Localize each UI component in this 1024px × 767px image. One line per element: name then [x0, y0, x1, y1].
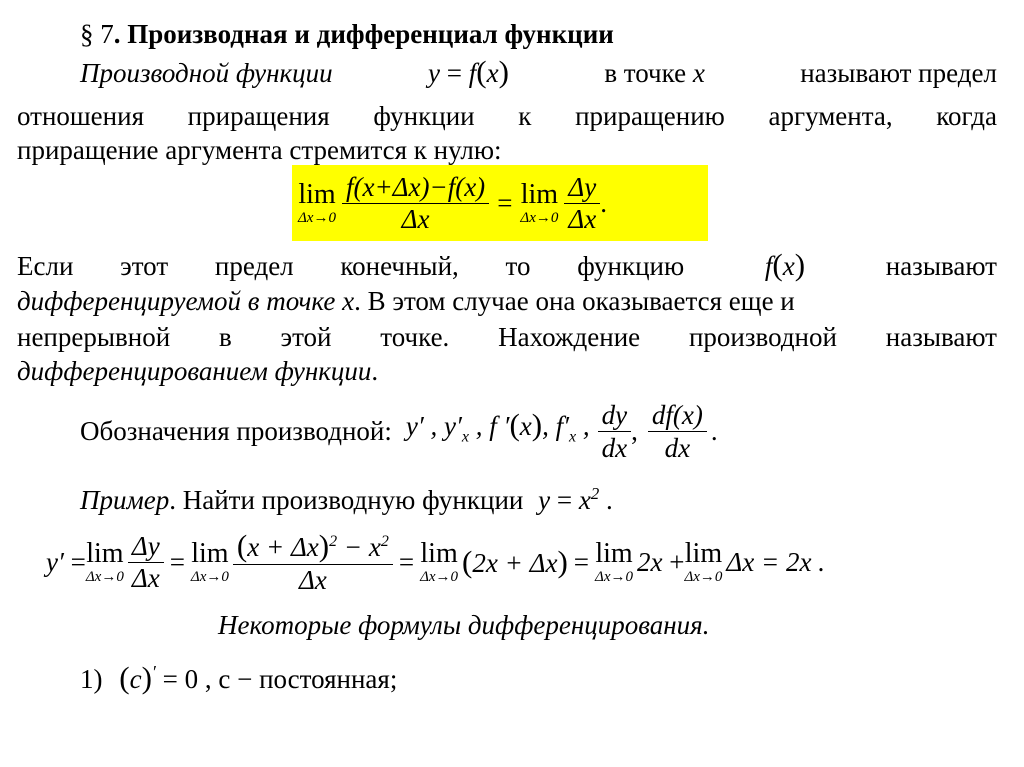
- paragraph2-line-4: дифференцированием функции.: [17, 356, 379, 386]
- definition-formula: y = f(x): [428, 54, 509, 89]
- definition-line-1: [80, 56, 997, 89]
- definition-term: Производной функции: [80, 58, 333, 88]
- formula-1-desc: постоянная;: [259, 664, 398, 694]
- definition-line-1-rest: называют предел: [800, 58, 997, 88]
- definition-line-2: отношения приращения функции к приращению аргумента, когда: [17, 101, 997, 131]
- difference-quotient: $\frac{f(x+\Delta x)-f(x)}{\Delta x}$: [342, 172, 489, 235]
- paragraph2-line-2: дифференцируемой в точке x. В этом случае она оказывается еще и: [17, 286, 795, 316]
- notations-line: Обозначения производной: y′ , $y'_x$ , f ′(x), $f'_x$ , $\frac{dy}{dx}$ , $\frac{df(x)}{dx}$ .: [80, 399, 718, 463]
- limit-definition-formula: lim Δx→0 $\frac{f(x+\Delta x)-f(x)}{\Delta x}$ = lim Δx→0 $\frac{\Delta y}{\Delta x}$ .: [298, 171, 607, 234]
- notations-label: Обозначения производной:: [80, 416, 392, 446]
- formula-1-expr: (c)′ = 0 , c: [119, 660, 231, 695]
- example-label: Пример: [80, 485, 170, 515]
- section-heading: [80, 18, 614, 50]
- formula-1-number: 1): [80, 664, 103, 694]
- example-function: $y = x^2$: [538, 484, 600, 515]
- delta-ratio: $\frac{\Delta y}{\Delta x}$: [564, 172, 600, 235]
- formula-1: 1) (c)′ = 0 , c − постоянная;: [80, 660, 398, 695]
- example-derivation: y′ = lim Δx→0 $\frac{\Delta y}{\Delta x}$ = lim Δx→0 $\frac{(x + \Delta x)^2 - x^2}{\Delta x}$ = lim Δx→0 (2x + Δx) = lim Δx→0 2x + lim Δx→0 Δx = 2x .: [46, 528, 825, 595]
- in-point-text: в точке x: [604, 58, 705, 88]
- paragraph2-line-1: Если этот предел конечный, то функцию f(x) называют: [17, 247, 997, 282]
- section-title: . Производная и дифференциал функции: [113, 19, 614, 49]
- paragraph2-line-3: непрерывной в этой точке. Нахождение производной называют: [17, 322, 997, 352]
- lim-operator: lim Δx→0: [298, 178, 336, 226]
- lim-operator-2: lim Δx→0: [520, 178, 559, 226]
- formulas-title: Некоторые формулы дифференцирования.: [218, 610, 710, 640]
- example-line: Пример. Найти производную функции $y = x^2$ .: [80, 484, 613, 515]
- notation-list: y′ , $y'_x$ , f ′(x), $f'_x$ ,: [405, 406, 590, 446]
- section-number: § 7: [80, 19, 114, 49]
- dfx-dx: $\frac{df(x)}{dx}$: [648, 399, 707, 464]
- dy-dx: $\frac{dy}{dx}$: [598, 399, 631, 464]
- fx-inline: f(x): [764, 247, 806, 282]
- definition-line-3: приращение аргумента стремится к нулю:: [17, 135, 502, 165]
